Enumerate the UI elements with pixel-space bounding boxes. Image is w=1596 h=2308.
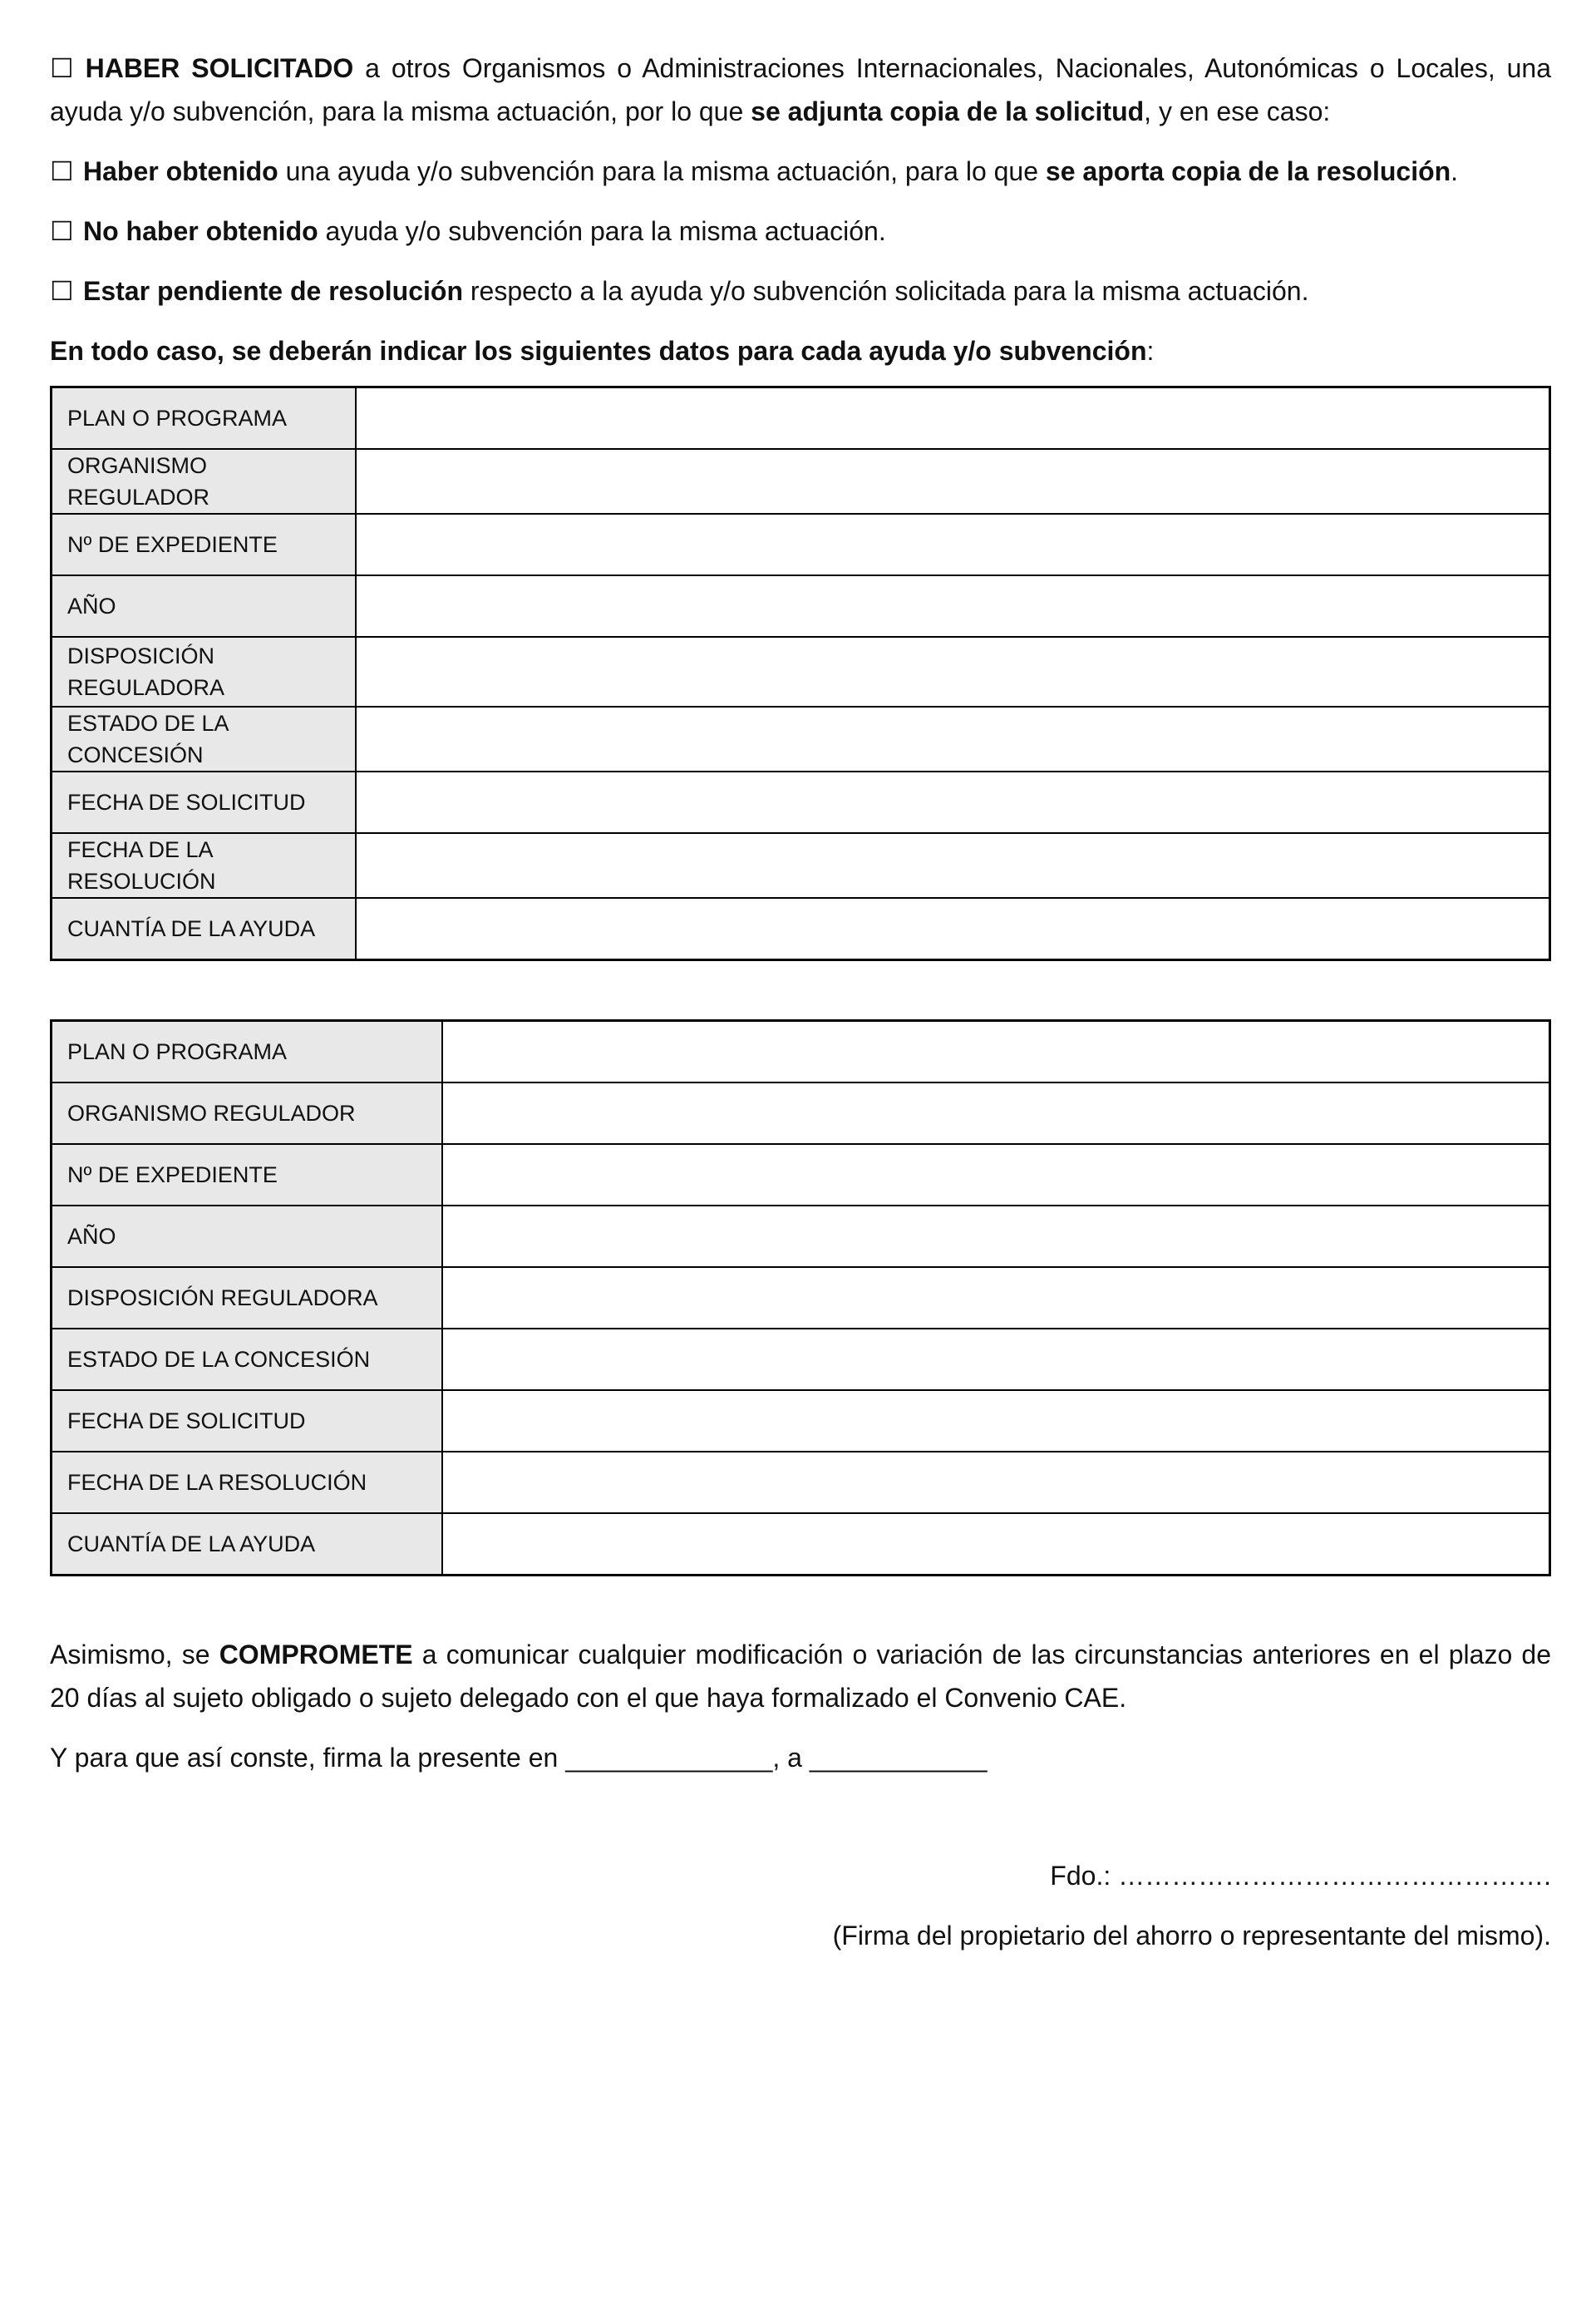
aid-data-table-1 bbox=[50, 386, 1551, 961]
field-value-cell[interactable] bbox=[356, 449, 1550, 514]
field-label: CUANTÍA DE LA AYUDA bbox=[52, 1513, 442, 1576]
field-value-cell[interactable] bbox=[356, 637, 1550, 707]
option-haber-obtenido bbox=[50, 150, 1551, 193]
field-label: Nº DE EXPEDIENTE bbox=[52, 514, 356, 575]
table-row bbox=[52, 637, 1550, 707]
table-row bbox=[52, 1513, 1550, 1576]
aid-data-table-2 bbox=[50, 1019, 1551, 1576]
table-row bbox=[52, 707, 1550, 772]
option-text: una ayuda y/o subvención para la misma actuación, para lo que bbox=[278, 156, 1046, 186]
option-bold: Estar pendiente de resolución bbox=[83, 276, 463, 306]
document-page bbox=[50, 47, 1551, 1957]
intro-paragraph bbox=[50, 47, 1551, 133]
intro-text-tail: , y en ese caso: bbox=[1144, 96, 1331, 126]
table-row bbox=[52, 1390, 1550, 1452]
field-value-cell[interactable] bbox=[356, 833, 1550, 898]
table-row bbox=[52, 387, 1550, 450]
field-value-cell[interactable] bbox=[442, 1452, 1550, 1513]
table-row bbox=[52, 575, 1550, 637]
option-bold-resolucion: se aporta copia de la resolución bbox=[1045, 156, 1451, 186]
table-row bbox=[52, 514, 1550, 575]
checkbox-icon[interactable]: ☐ bbox=[50, 53, 74, 83]
field-label: FECHA DE SOLICITUD bbox=[52, 772, 356, 833]
option-tail: . bbox=[1451, 156, 1459, 186]
field-value-cell[interactable] bbox=[356, 898, 1550, 960]
commitment-paragraph bbox=[50, 1633, 1551, 1719]
field-value-cell[interactable] bbox=[442, 1144, 1550, 1206]
table-row bbox=[52, 449, 1550, 514]
table-row bbox=[52, 833, 1550, 898]
field-label: ESTADO DE LA CONCESIÓN bbox=[52, 707, 356, 772]
option-text: ayuda y/o subvención para la misma actuación. bbox=[318, 216, 886, 246]
field-value-cell[interactable] bbox=[442, 1329, 1550, 1390]
instruction-heading bbox=[50, 329, 1551, 372]
field-label: CUANTÍA DE LA AYUDA bbox=[52, 898, 356, 960]
field-value-cell[interactable] bbox=[442, 1206, 1550, 1267]
intro-bold-adjunta: se adjunta copia de la solicitud bbox=[751, 96, 1145, 126]
field-label: AÑO bbox=[52, 575, 356, 637]
field-label: Nº DE EXPEDIENTE bbox=[52, 1144, 442, 1206]
field-label: DISPOSICIÓN REGULADORA bbox=[52, 1267, 442, 1329]
table-row bbox=[52, 1329, 1550, 1390]
commitment-bold: COMPROMETE bbox=[219, 1640, 413, 1669]
field-value-cell[interactable] bbox=[356, 707, 1550, 772]
signature-line: Fdo.: …………………………………………. bbox=[1050, 1861, 1551, 1891]
intro-text: a otros Organismos o Administraciones Internacionales, Nacionales, Autonómicas o Locales, una ayuda y/o subvención, para la misma actuación, por lo que bbox=[50, 53, 1552, 126]
table-row bbox=[52, 772, 1550, 833]
option-text: respecto a la ayuda y/o subvención solicitada para la misma actuación. bbox=[463, 276, 1309, 306]
field-value-cell[interactable] bbox=[442, 1021, 1550, 1083]
field-label: FECHA DE LA RESOLUCIÓN bbox=[52, 1452, 442, 1513]
field-label: ORGANISMO REGULADOR bbox=[52, 1082, 442, 1144]
intro-bold-haber-solicitado: HABER SOLICITADO bbox=[85, 53, 354, 83]
commitment-text-tail: a comunicar cualquier modificación o variación de las circunstancias anteriores en el plazo de 20 días al sujeto obligado o sujeto delegado con el que haya formalizado el Convenio CAE. bbox=[50, 1640, 1551, 1713]
field-value-cell[interactable] bbox=[442, 1267, 1550, 1329]
table-row bbox=[52, 1144, 1550, 1206]
instruction-colon: : bbox=[1146, 336, 1155, 366]
field-label: FECHA DE SOLICITUD bbox=[52, 1390, 442, 1452]
option-pendiente-resolucion bbox=[50, 269, 1551, 313]
field-label: DISPOSICIÓN REGULADORA bbox=[52, 637, 356, 707]
field-label: ORGANISMO REGULADOR bbox=[52, 449, 356, 514]
field-label: AÑO bbox=[52, 1206, 442, 1267]
table-row bbox=[52, 1206, 1550, 1267]
field-label: PLAN O PROGRAMA bbox=[52, 1021, 442, 1083]
field-value-cell[interactable] bbox=[356, 772, 1550, 833]
field-value-cell[interactable] bbox=[442, 1082, 1550, 1144]
table-row bbox=[52, 1452, 1550, 1513]
signature-note: (Firma del propietario del ahorro o representante del mismo). bbox=[832, 1921, 1551, 1950]
field-value-cell[interactable] bbox=[356, 575, 1550, 637]
field-value-cell[interactable] bbox=[356, 514, 1550, 575]
option-bold: Haber obtenido bbox=[83, 156, 278, 186]
field-value-cell[interactable] bbox=[442, 1390, 1550, 1452]
table-row bbox=[52, 1021, 1550, 1083]
instruction-text: En todo caso, se deberán indicar los siguientes datos para cada ayuda y/o subvención bbox=[50, 336, 1147, 366]
option-bold: No haber obtenido bbox=[83, 216, 318, 246]
sign-place-line: Y para que así conste, firma la presente en ______________, a ____________ bbox=[50, 1743, 988, 1773]
table-row bbox=[52, 898, 1550, 960]
table-row bbox=[52, 1267, 1550, 1329]
checkbox-icon[interactable]: ☐ bbox=[50, 156, 74, 186]
checkbox-icon[interactable]: ☐ bbox=[50, 276, 74, 306]
field-label: PLAN O PROGRAMA bbox=[52, 387, 356, 450]
field-label: FECHA DE LA RESOLUCIÓN bbox=[52, 833, 356, 898]
field-value-cell[interactable] bbox=[442, 1513, 1550, 1576]
table-row bbox=[52, 1082, 1550, 1144]
checkbox-icon[interactable]: ☐ bbox=[50, 216, 74, 246]
field-value-cell[interactable] bbox=[356, 387, 1550, 450]
field-label: ESTADO DE LA CONCESIÓN bbox=[52, 1329, 442, 1390]
commitment-text: Asimismo, se bbox=[50, 1640, 219, 1669]
option-no-haber-obtenido bbox=[50, 210, 1551, 253]
